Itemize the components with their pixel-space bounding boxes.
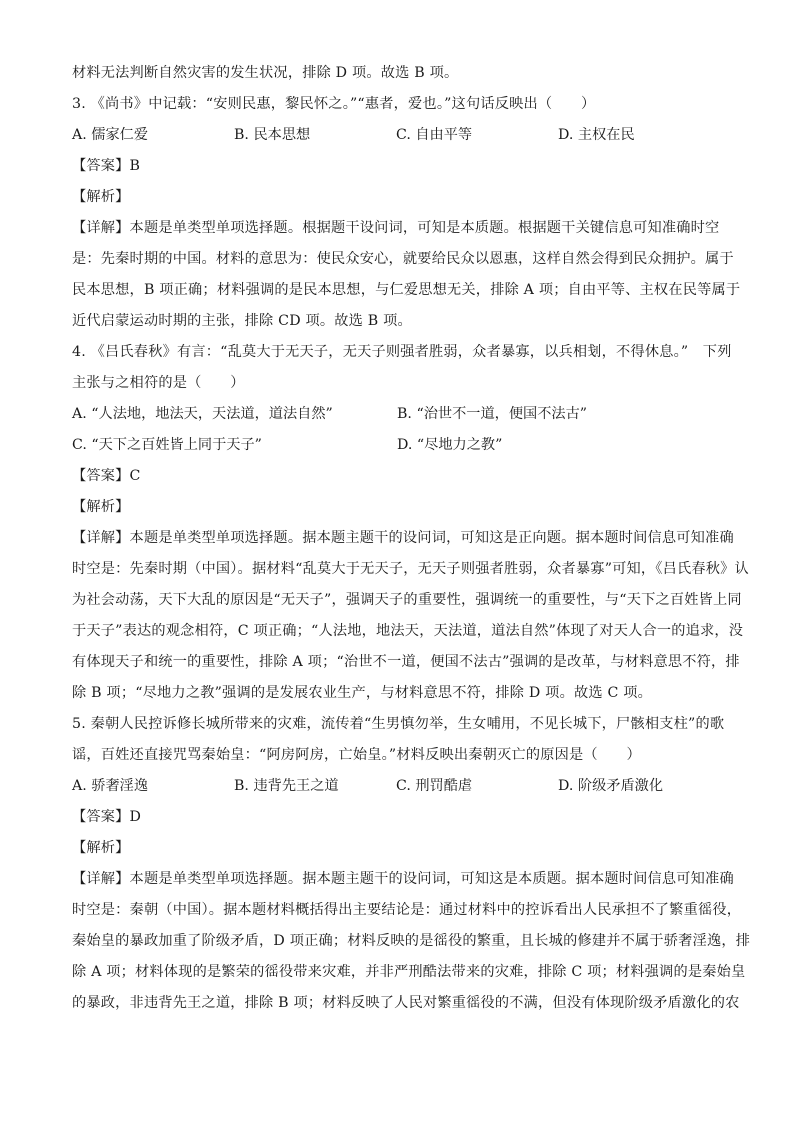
option-c: C. 自由平等 <box>396 127 473 143</box>
detail-line: 【详解】本题是单类型单项选择题。据本题主题干的设问词，可知这是正向题。据本题时间信息可知准确 <box>72 530 734 546</box>
answer-label: 【答案】D <box>72 809 142 825</box>
option-c: C. “天下之百姓皆上同于天子” <box>72 437 262 453</box>
analysis-label: 【解析】 <box>72 499 130 515</box>
option-c: C. 刑罚酷虐 <box>396 778 473 794</box>
option-a: A. “人法地，地法天，天法道，道法自然” <box>72 406 333 422</box>
detail-line: 【详解】本题是单类型单项选择题。根据题干设问词，可知是本质题。根据题干关键信息可知准确时空 <box>72 220 720 236</box>
detail-line: 于天子”表达的观念相符，C 项正确；“人法地，地法天，天法道，道法自然”体现了对天人合一的追求，没 <box>72 623 744 639</box>
detail-line: 为社会动荡，天下大乱的原因是“无天子”，强调天子的重要性，强调统一的重要性，与“天下之百姓皆上同 <box>72 592 742 608</box>
document-page <box>72 58 751 1019</box>
option-b: B. “治世不一道，便国不法古” <box>397 406 588 422</box>
question-3 <box>72 89 741 337</box>
text-line: 材料无法判断自然灾害的发生状况，排除 D 项。故选 B 项。 <box>72 65 459 81</box>
question-5 <box>72 709 751 1019</box>
detail-line: 除 B 项；“尽地力之教”强调的是发展农业生产，与材料意思不符，排除 D 项。故选 C 项。 <box>72 685 652 701</box>
answer-label: 【答案】B <box>72 158 141 174</box>
detail-line: 时空是：秦朝（中国）。据本题材料概括得出主要结论是：通过材料中的控诉看出人民承担不了繁重徭役， <box>72 902 742 918</box>
question-stem: 5. 秦朝人民控诉修长城所带来的灾难，流传着“生男慎勿举，生女哺用，不见长城下，尸骸相支柱”的歌 <box>72 716 725 732</box>
detail-line: 的暴政，非违背先王之道，排除 B 项；材料反映了人民对繁重徭役的不满，但没有体现阶级矛盾激化的农 <box>72 995 740 1011</box>
question-4 <box>72 337 749 709</box>
option-a: A. 骄奢淫逸 <box>72 778 149 794</box>
option-d: D. “尽地力之教” <box>397 437 503 453</box>
options-row <box>72 771 722 802</box>
detail-line: 除 A 项；材料体现的是繁荣的徭役带来灾难，并非严刑酷法带来的灾难，排除 C 项；材料强调的是秦始皇 <box>72 964 746 980</box>
options-row <box>72 120 722 151</box>
question-stem: 谣，百姓还直接咒骂秦始皇：“阿房阿房，亡始皇。”材料反映出秦朝灭亡的原因是（ ） <box>72 747 641 763</box>
detail-line: 近代启蒙运动时期的主张，排除 CD 项。故选 B 项。 <box>72 313 412 329</box>
options-row <box>72 399 722 430</box>
analysis-label: 【解析】 <box>72 840 130 856</box>
option-d: D. 主权在民 <box>558 127 635 143</box>
detail-line: 时空是：先秦时期（中国）。据材料“乱莫大于无天子，无天子则强者胜弱，众者暴寡”可知，《吕氏春秋》认 <box>72 561 749 577</box>
detail-line: 是：先秦时期的中国。材料的意思为：使民众安心，就要给民众以恩惠，这样自然会得到民众拥护。属于 <box>72 251 734 267</box>
detail-line: 秦始皇的暴政加重了阶级矛盾，D 项正确；材料反映的是徭役的繁重，且长城的修建并不属于骄奢淫逸，排 <box>72 933 751 949</box>
option-a: A. 儒家仁爱 <box>72 127 149 143</box>
question-stem: 4. 《吕氏春秋》有言：“乱莫大于无天子，无天子则强者胜弱，众者暴寡，以兵相刬，不得休息。” 下列 <box>72 344 732 360</box>
option-d: D. 阶级矛盾激化 <box>558 778 664 794</box>
detail-line: 【详解】本题是单类型单项选择题。据本题主题干的设问词，可知这是本质题。据本题时间信息可知准确 <box>72 871 734 887</box>
question-stem: 3. 《尚书》中记载：“安则民惠，黎民怀之。”“惠者，爱也。”这句话反映出（ ） <box>72 96 596 112</box>
question-stem: 主张与之相符的是（ ） <box>72 375 245 391</box>
detail-line: 有体现天子和统一的重要性，排除 A 项；“治世不一道，便国不法古”强调的是改革，与材料意思不符，排 <box>72 654 740 670</box>
options-row <box>72 430 722 461</box>
option-b: B. 违背先王之道 <box>234 778 339 794</box>
analysis-label: 【解析】 <box>72 189 130 205</box>
option-b: B. 民本思想 <box>234 127 311 143</box>
detail-line: 民本思想，B 项正确；材料强调的是民本思想，与仁爱思想无关，排除 A 项；自由平等、主权在民等属于 <box>72 282 741 298</box>
answer-label: 【答案】C <box>72 468 141 484</box>
